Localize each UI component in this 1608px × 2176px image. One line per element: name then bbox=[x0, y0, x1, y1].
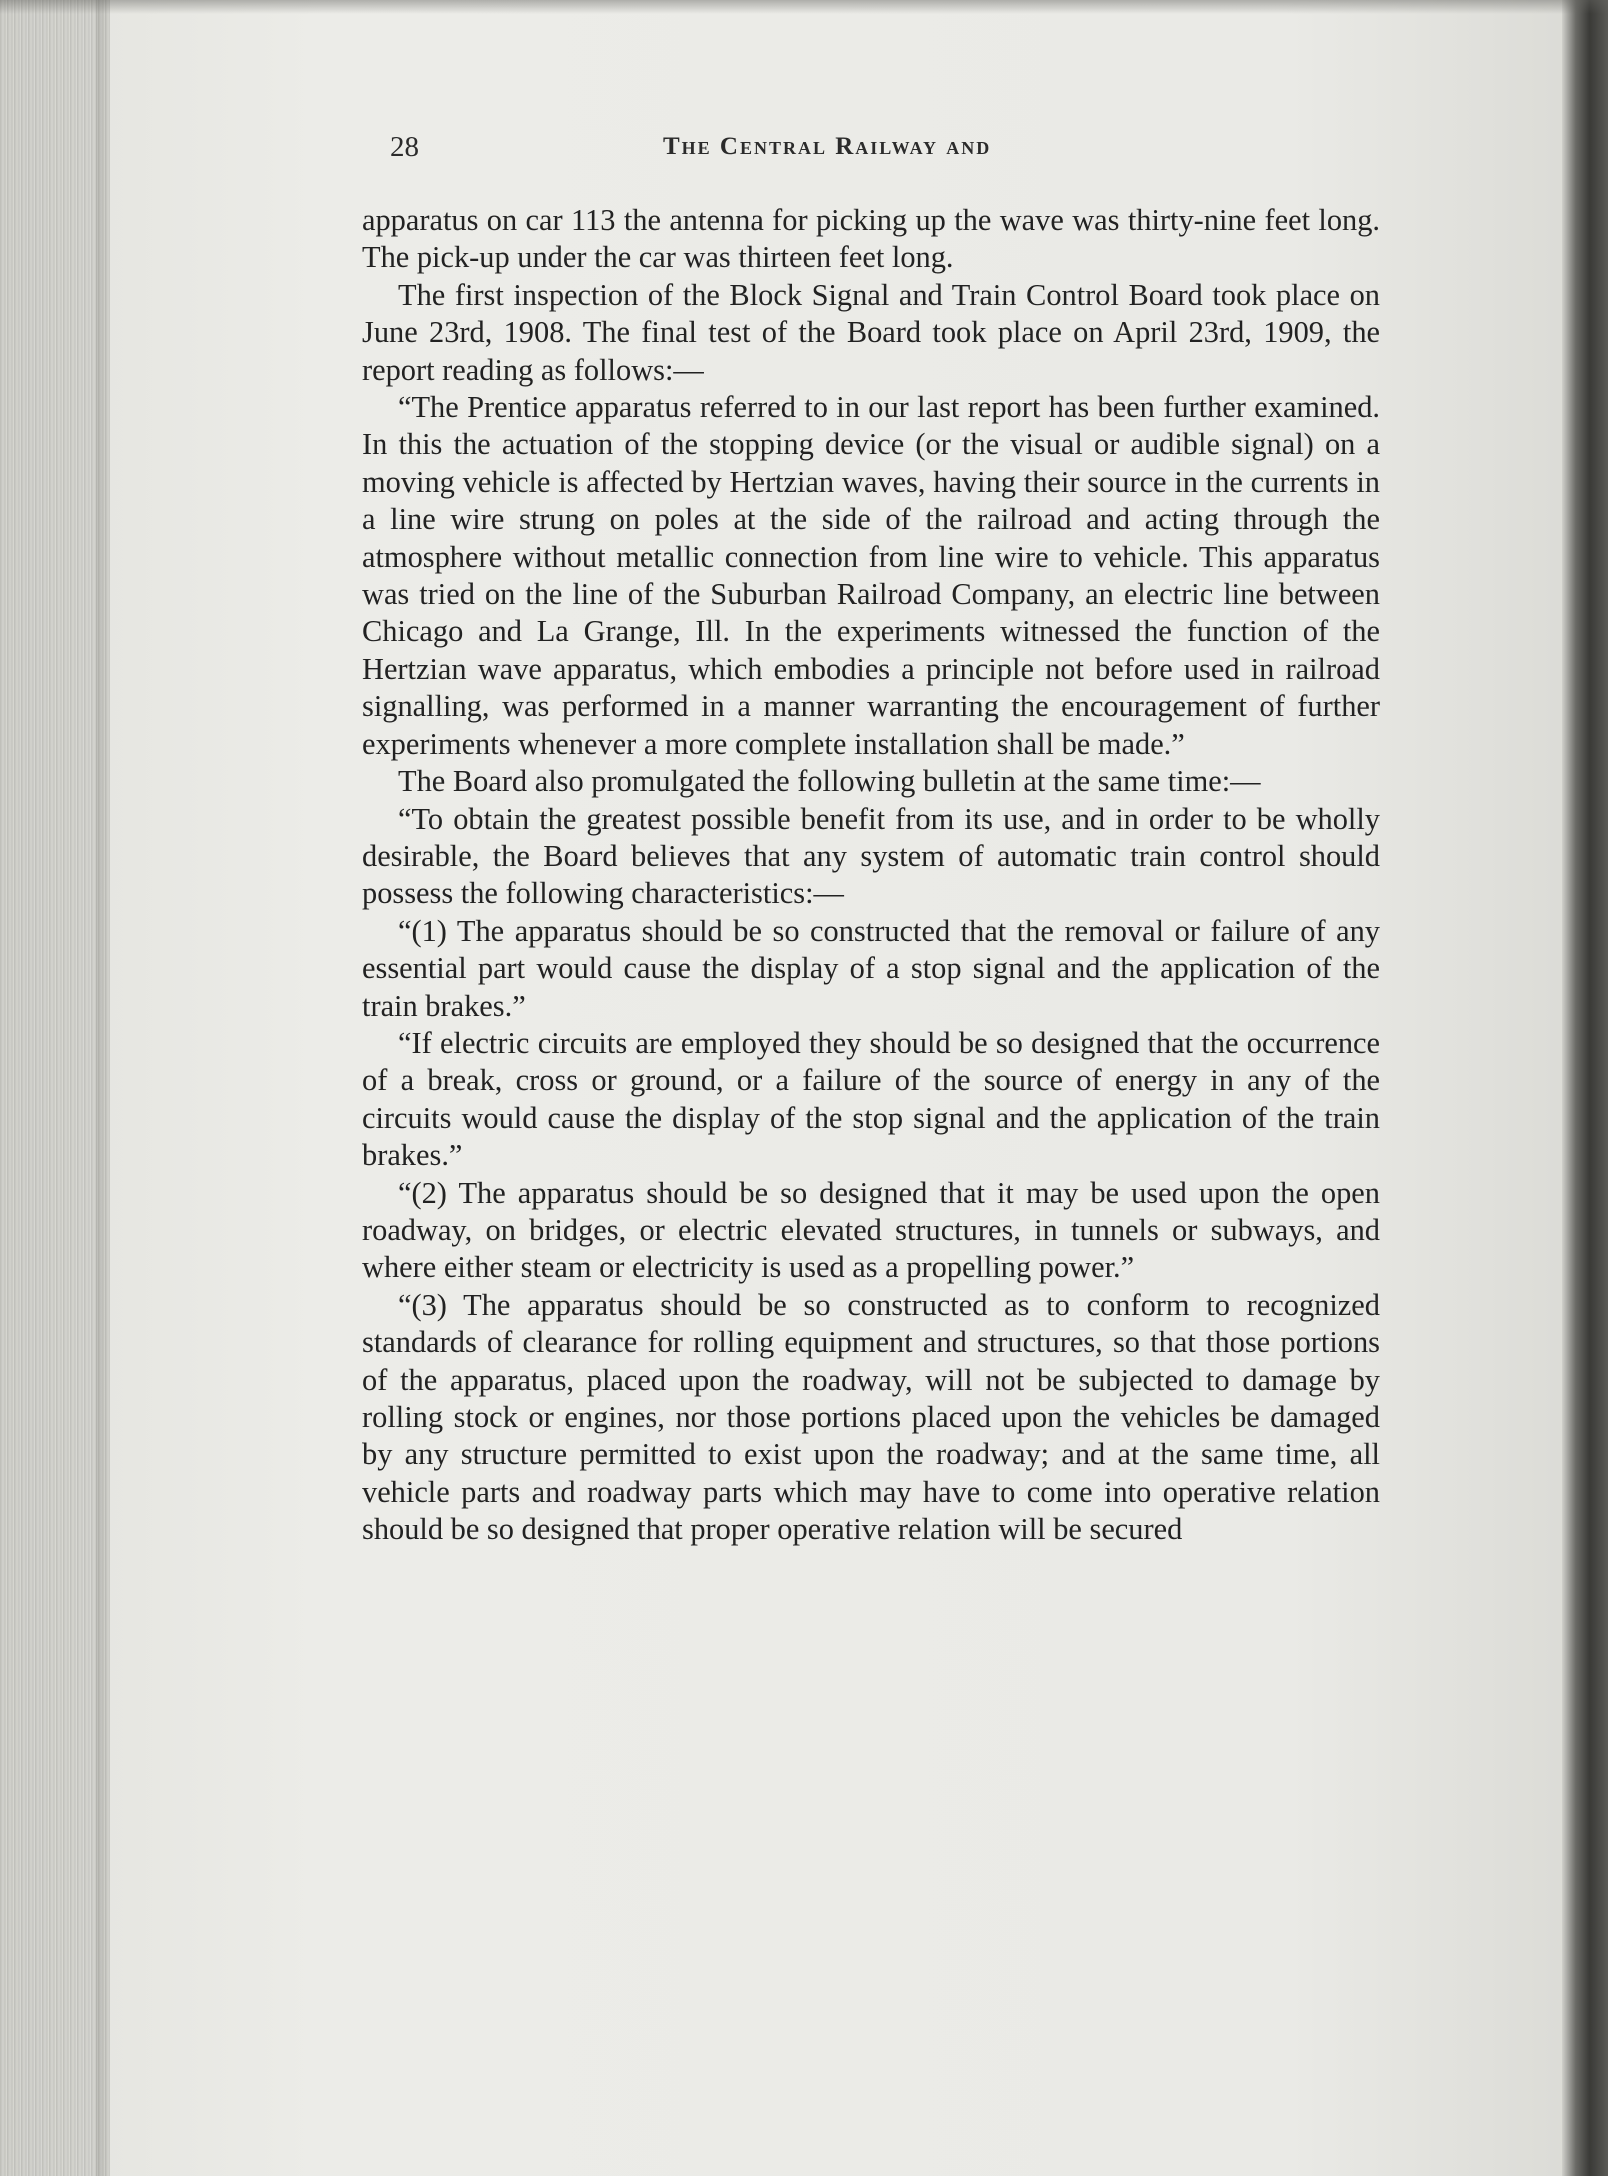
page-number: 28 bbox=[390, 131, 419, 163]
book-binding-edge bbox=[1562, 0, 1608, 2176]
running-head bbox=[390, 131, 1590, 171]
paragraph-item-3: “(3) The apparatus should be so constructed as to conform to recognized standards of clearance for rolling equipment and structures, so that those portions of the apparatus, placed upon the roadway, will not be subjected to damage by rolling stock or engines, nor those portions placed upon the vehicles be damaged by any structure permitted to exist upon the roadway; and at the same time, all vehicle parts and roadway parts which may have to come into operative relation should be so designed that proper operative relation will be secured bbox=[362, 1287, 1380, 1547]
running-head-title: The Central Railway and bbox=[663, 133, 992, 160]
paragraph-bulletin-quote: “To obtain the greatest possible benefit from its use, and in order to be wholly desirable, the Board believes that any system of automatic train control should possess the following characteristics:— bbox=[362, 801, 1380, 911]
paragraph-item-1: “(1) The apparatus should be so constructed that the removal or failure of any essential part would cause the display of a stop signal and the application of the train brakes.” bbox=[362, 913, 1380, 1023]
paragraph-inspection: The first inspection of the Block Signal and Train Control Board took place on June 23rd, 1908. The final test of the Board took place on April 23rd, 1909, the report reading as follows:— bbox=[362, 277, 1380, 387]
paragraph-item-2: “(2) The apparatus should be so designed that it may be used upon the open roadway, on bridges, or electric elevated structures, in tunnels or subways, and where either steam or electricity is used as a propelling power.” bbox=[362, 1175, 1380, 1285]
paragraph-report-quote: “The Prentice apparatus referred to in our last report has been further examined. In this the actuation of the stopping device (or the visual or audible signal) on a moving vehicle is affected by Hertzian waves, having their source in the currents in a line wire strung on poles at the side of the railroad and acting through the atmosphere without metallic connection from line wire to vehicle. This apparatus was tried on the line of the Suburban Railroad Company, an electric line between Chicago and La Grange, Ill. In the experiments witnessed the function of the Hertzian wave apparatus, which embodies a principle not before used in railroad signalling, was performed in a manner warranting the encouragement of further experiments whenever a more complete installation shall be made.” bbox=[362, 390, 1380, 761]
paragraph-bulletin-intro: The Board also promulgated the following bulletin at the same time:— bbox=[398, 764, 1261, 799]
paragraph-electric-circuits: “If electric circuits are employed they should be so designed that the occurrence of a break, cross or ground, or a failure of the source of energy in any of the circuits would cause the display of the stop signal and the application of the train brakes.” bbox=[362, 1025, 1380, 1173]
paragraph-continued: apparatus on car 113 the antenna for picking up the wave was thirty-nine feet long. The pick-up under the car was thirteen feet long. bbox=[362, 203, 1380, 275]
book-page-edges bbox=[0, 0, 110, 2176]
body-text bbox=[362, 202, 1380, 1549]
top-shadow bbox=[0, 0, 1608, 14]
